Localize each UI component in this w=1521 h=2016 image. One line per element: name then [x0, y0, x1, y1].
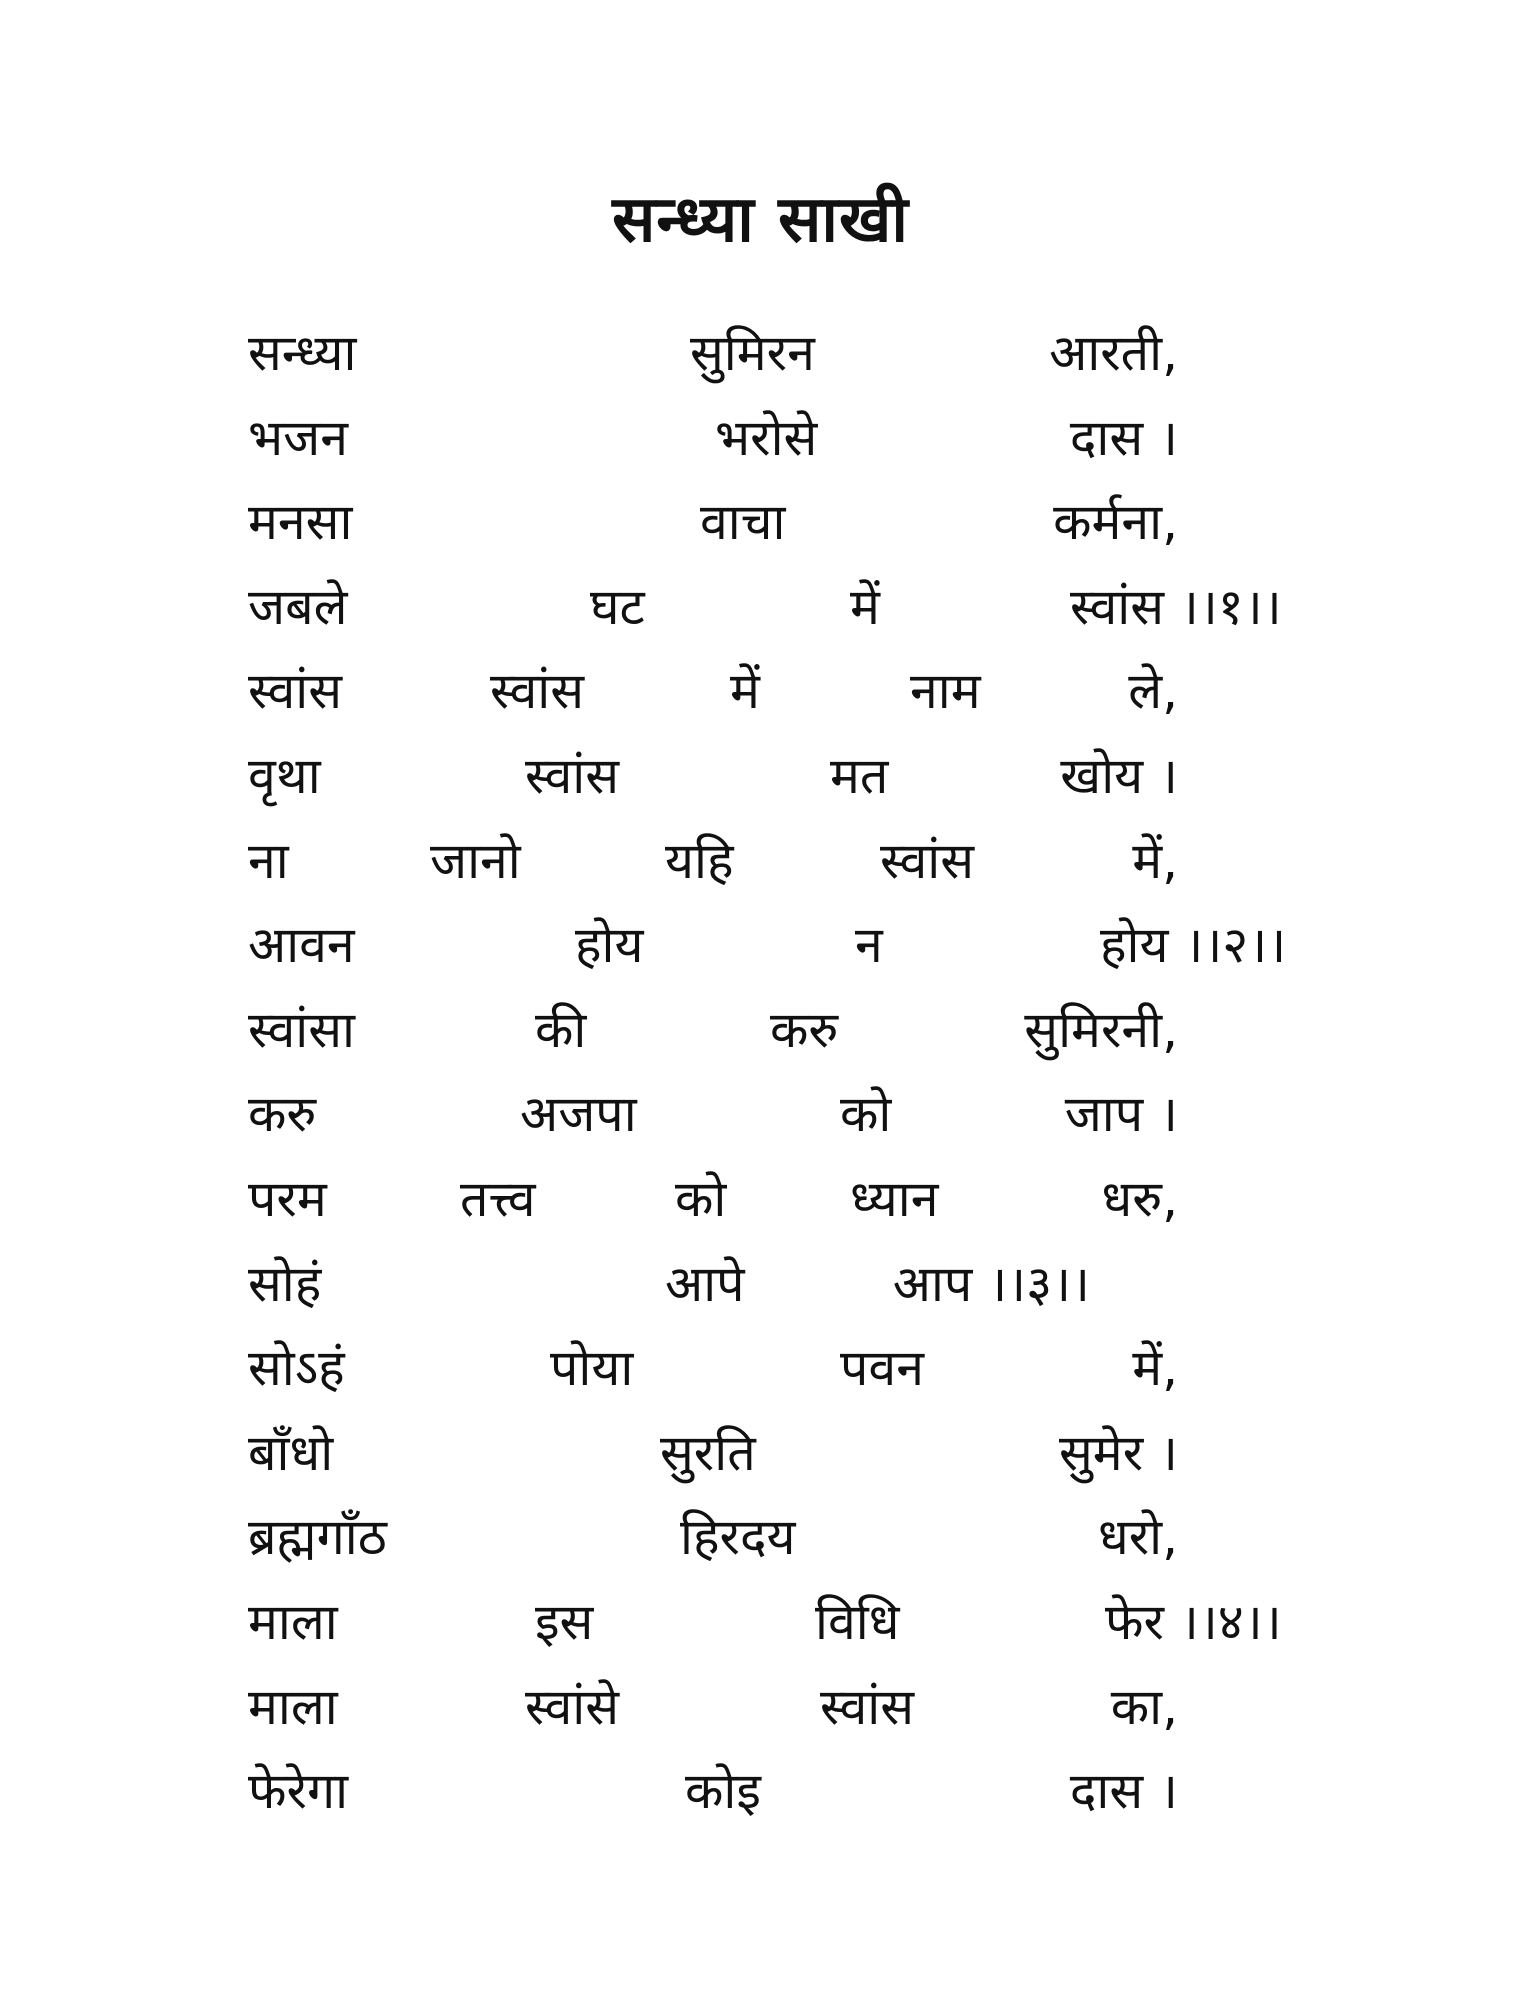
verse-line [0, 1164, 1521, 1234]
verse-word: विधि [815, 1593, 900, 1651]
verse-word: यहि [665, 831, 734, 890]
verse-word: सोऽहं [248, 1339, 345, 1398]
verse-line [0, 318, 1521, 388]
verse-word: मत [830, 747, 889, 805]
verse-word: फेर ।।४।। [1105, 1593, 1282, 1651]
verse-line [0, 1249, 1521, 1319]
verse-line [0, 1756, 1521, 1826]
verse-line [0, 1502, 1521, 1572]
verse-word: घट [590, 577, 645, 636]
verse-word: माला [248, 1593, 338, 1651]
verse-line [0, 1333, 1521, 1403]
verse-word: दास । [1069, 408, 1178, 467]
verse-word: मनसा [248, 493, 353, 552]
verse-word: सुमिरन [690, 324, 815, 382]
verse-word: स्वांस [490, 662, 584, 721]
verse-word: परम [248, 1170, 327, 1228]
verse-word: नाम [910, 662, 981, 721]
verse-word: सोहं [248, 1254, 322, 1313]
verse-word: स्वांस [880, 831, 974, 890]
verse-word: स्वांस [525, 747, 619, 805]
verse-word: में, [1132, 831, 1178, 890]
verse-word: माला [248, 1677, 338, 1736]
verse-word: में, [1132, 1339, 1178, 1398]
verse-word: सुमिरनी, [1024, 1000, 1178, 1059]
verse-word: कोइ [685, 1762, 761, 1821]
page-title: सन्ध्या साखी [612, 183, 909, 257]
verse-word: ब्रह्मगाँठ [248, 1508, 387, 1567]
verse-line [0, 487, 1521, 557]
verse-line [0, 403, 1521, 473]
verse-word: आवन [248, 916, 355, 975]
verse-word: आप ।।३।। [892, 1254, 1090, 1313]
verse-line [0, 1418, 1521, 1488]
verse-word: पवन [840, 1339, 924, 1398]
verse-word: आपे [665, 1254, 745, 1313]
verse-word: अजपा [520, 1085, 637, 1144]
verse-word: में [730, 662, 760, 721]
verse-word: जानो [430, 831, 521, 890]
verse-word: बाँधो [248, 1423, 334, 1482]
verse-word: फेरेगा [248, 1762, 349, 1821]
verse-word: स्वांस [248, 662, 342, 721]
verse-word: सुरति [660, 1423, 756, 1482]
verse-word: करु [248, 1085, 317, 1144]
verse-word: भरोसे [715, 408, 818, 467]
verse-word: होय ।।२।। [1100, 916, 1287, 975]
verse-word: सन्ध्या [248, 324, 357, 382]
verse-word: स्वांस [820, 1677, 914, 1736]
verse-line [0, 1587, 1521, 1657]
verse-word: को [840, 1085, 892, 1144]
verse-word: आरती, [1049, 324, 1178, 382]
verse-word: भजन [248, 408, 348, 467]
verse-line [0, 910, 1521, 980]
verse-word: ना [248, 831, 289, 890]
verse-word: इस [535, 1593, 594, 1651]
verse-word: में [850, 577, 880, 636]
verse-line [0, 572, 1521, 642]
verse-word: ध्यान [850, 1170, 939, 1228]
verse-word: को [675, 1170, 727, 1228]
verse-line [0, 656, 1521, 726]
verse-word: जबले [248, 577, 348, 636]
verse-line [0, 1672, 1521, 1742]
verse-line [0, 741, 1521, 811]
verse-word: दास । [1069, 1762, 1178, 1821]
verse-word: खोय । [1060, 747, 1178, 805]
verse-word: ले, [1128, 662, 1178, 721]
verse-word: धरो, [1097, 1508, 1178, 1567]
verse-word: का, [1110, 1677, 1178, 1736]
verse-word: कर्मना, [1053, 493, 1178, 552]
verse-word: पोया [550, 1339, 634, 1398]
verse-word: होय [575, 916, 644, 975]
verse-word: करु [770, 1000, 839, 1059]
verse-line [0, 995, 1521, 1065]
verse-word: स्वांस ।।१।। [1070, 577, 1282, 636]
verse-word: वाचा [700, 493, 786, 552]
verse-word: न [855, 916, 883, 975]
verse-word: स्वांसे [525, 1677, 619, 1736]
verse-word: स्वांसा [248, 1000, 355, 1059]
verse-word: वृथा [248, 747, 321, 805]
verse-word: की [535, 1000, 587, 1059]
verse-word: तत्त्व [460, 1170, 536, 1228]
verse-word: हिरदय [680, 1508, 796, 1567]
verse-word: सुमेर । [1059, 1423, 1178, 1482]
verse-line [0, 1079, 1521, 1149]
verse-word: धरु, [1101, 1170, 1178, 1228]
verse-word: जाप । [1064, 1085, 1178, 1144]
verse-line [0, 826, 1521, 896]
